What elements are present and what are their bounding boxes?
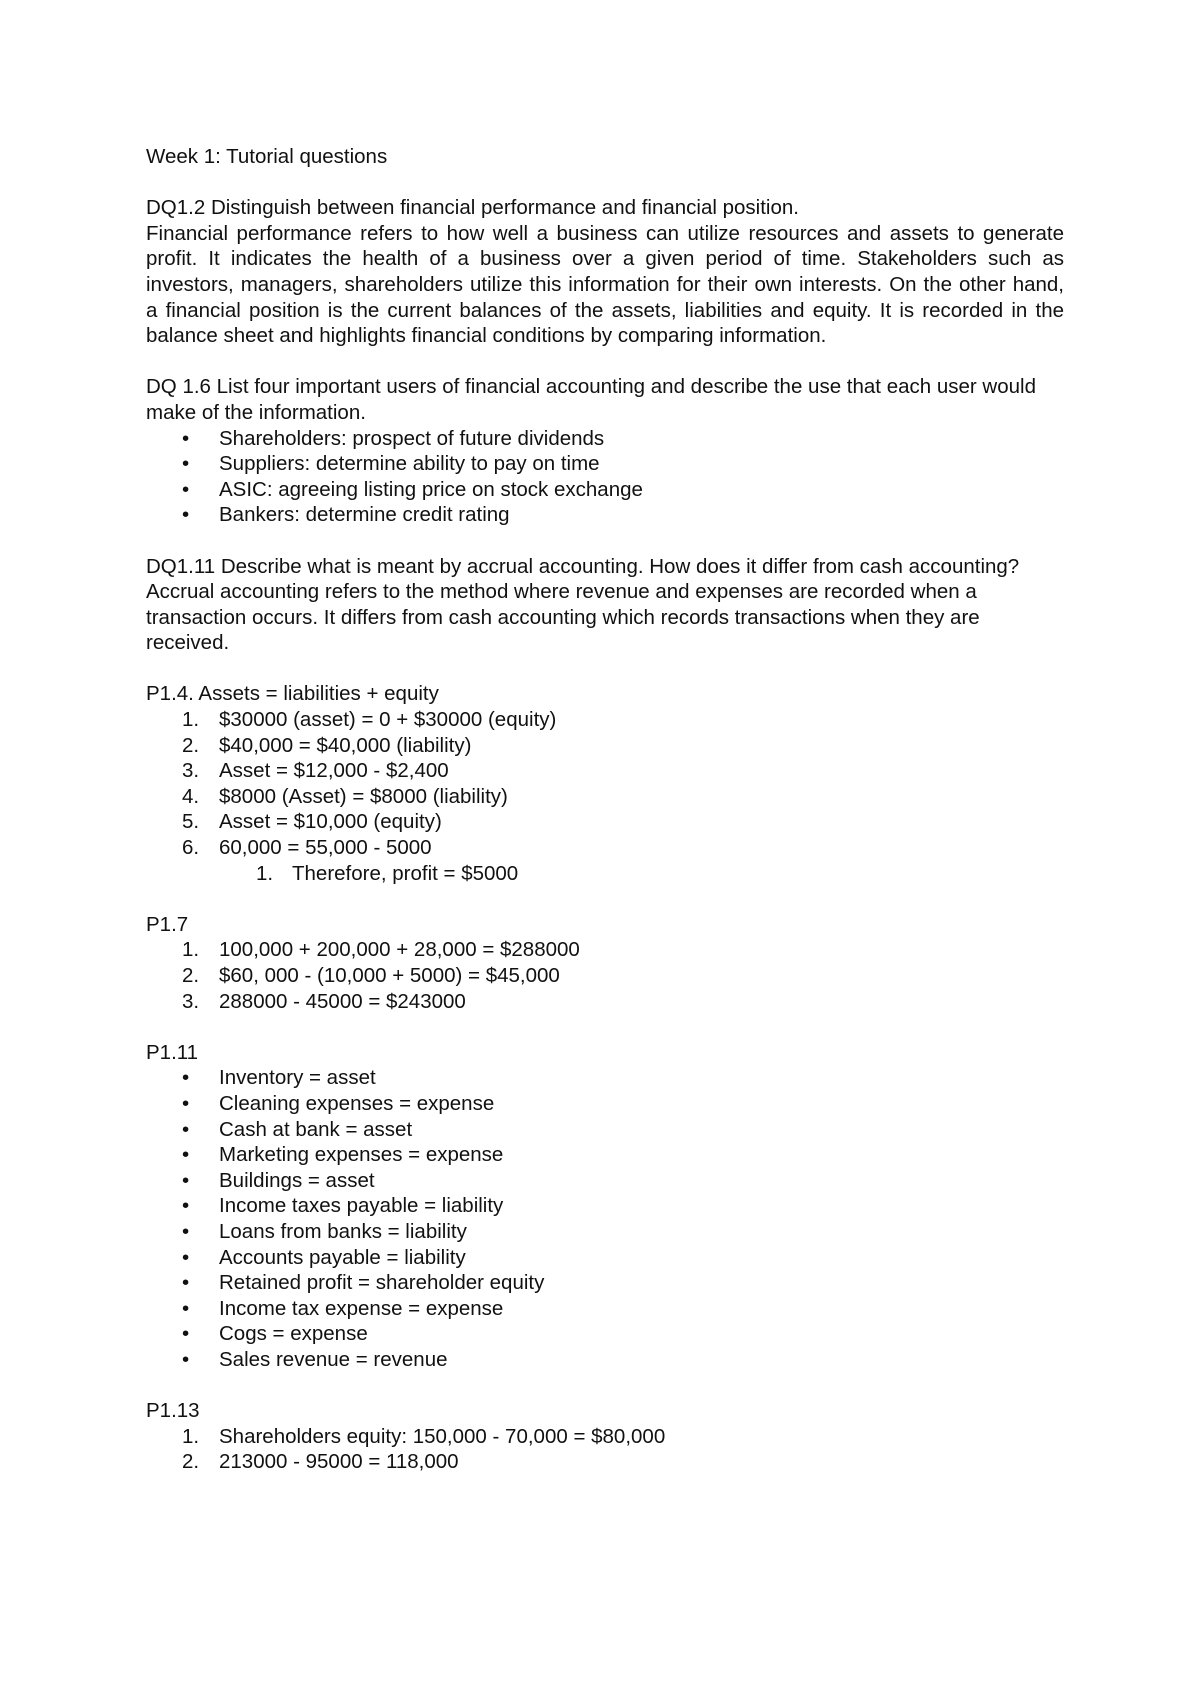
list-item: • Marketing expenses = expense [182,1143,504,1167]
list-item: • Suppliers: determine ability to pay on time [182,452,600,476]
bullet-icon: • [182,1296,190,1320]
list-item: • Bankers: determine credit rating [182,503,510,527]
list-item: • Income taxes payable = liability [182,1194,504,1218]
list-item: • Loans from banks = liability [182,1219,467,1243]
list-item: • Retained profit = shareholder equity [182,1271,545,1295]
bullet-icon: • [182,1219,190,1243]
p111-heading: P1.11 [146,1040,199,1064]
list-item: • Cleaning expenses = expense [182,1091,495,1115]
p111-list [146,1065,1064,1372]
list-item: • Income tax expense = expense [182,1296,504,1320]
p14-heading: P1.4. Assets = liabilities + equity [146,682,439,706]
list-item: • ASIC: agreeing listing price on stock exchange [182,477,643,501]
list-item: • Cogs = expense [182,1322,368,1346]
list-item: • Accounts payable = liability [182,1245,466,1269]
list-item: 1. 100,000 + 200,000 + 28,000 = $288000 [182,938,580,962]
list-item: 2. 213000 - 95000 = 118,000 [182,1450,459,1474]
dq16-list [146,426,1064,528]
bullet-icon: • [182,1143,190,1167]
bullet-icon: • [182,1091,190,1115]
p113-heading: P1.13 [146,1399,200,1423]
sub-list-item: 1. Therefore, profit = $5000 [256,861,519,885]
bullet-icon: • [182,1347,190,1371]
list-item: 6. 60,000 = 55,000 - 5000 [182,836,432,860]
p14-list [146,707,1064,886]
bullet-icon: • [182,477,190,501]
bullet-icon: • [182,1168,190,1192]
dq12-question: DQ1.2 Distinguish between financial performance and financial position. [146,196,799,220]
p17-list [146,937,1064,1014]
list-item: 5. Asset = $10,000 (equity) [182,810,442,834]
dq111-question: DQ1.11 Describe what is meant by accrual accounting. How does it differ from cash accounting? [146,554,1020,578]
bullet-icon: • [182,503,190,527]
bullet-icon: • [182,1117,190,1141]
bullet-icon: • [182,426,190,450]
p17-heading: P1.7 [146,912,189,936]
bullet-icon: • [182,1194,190,1218]
dq16-question: DQ 1.6 List four important users of financial accounting and describe the use that each user would make of the information. [146,375,1036,424]
p113-list [146,1424,1064,1475]
dq12-answer: Financial performance refers to how well a business can utilize resources and assets to generate profit. It indicates the health of a business over a given period of time. Stakeholders such as investors, managers, shareholders utilize this information for their own interests. On the other hand, a financial position is the current balances of the assets, liabilities and equity. It is recorded in the balance sheet and highlights financial conditions by comparing information. [146,221,1064,348]
list-item: 4. $8000 (Asset) = $8000 (liability) [182,784,508,808]
list-item: • Sales revenue = revenue [182,1347,448,1371]
bullet-icon: • [182,1066,190,1090]
document-page [146,144,1064,1475]
dq111-answer: Accrual accounting refers to the method where revenue and expenses are recorded when a transaction occurs. It differs from cash accounting which records transactions when they are received. [146,580,980,655]
list-item: 3. Asset = $12,000 - $2,400 [182,759,449,783]
bullet-icon: • [182,1271,190,1295]
list-item: • Inventory = asset [182,1066,376,1090]
list-item: 2. $60, 000 - (10,000 + 5000) = $45,000 [182,964,560,987]
list-item: • Shareholders: prospect of future dividends [182,426,605,450]
bullet-icon: • [182,1322,190,1346]
list-item: • Cash at bank = asset [182,1117,413,1141]
list-item: 1. Shareholders equity: 150,000 - 70,000 = $80,000 [182,1424,666,1448]
list-item: • Buildings = asset [182,1168,375,1192]
list-item: 1. $30000 (asset) = 0 + $30000 (equity) [182,708,557,732]
bullet-icon: • [182,1245,190,1269]
bullet-icon: • [182,452,190,476]
list-item: 3. 288000 - 45000 = $243000 [182,989,466,1013]
page-title: Week 1: Tutorial questions [146,145,388,168]
list-item: 2. $40,000 = $40,000 (liability) [182,733,472,757]
